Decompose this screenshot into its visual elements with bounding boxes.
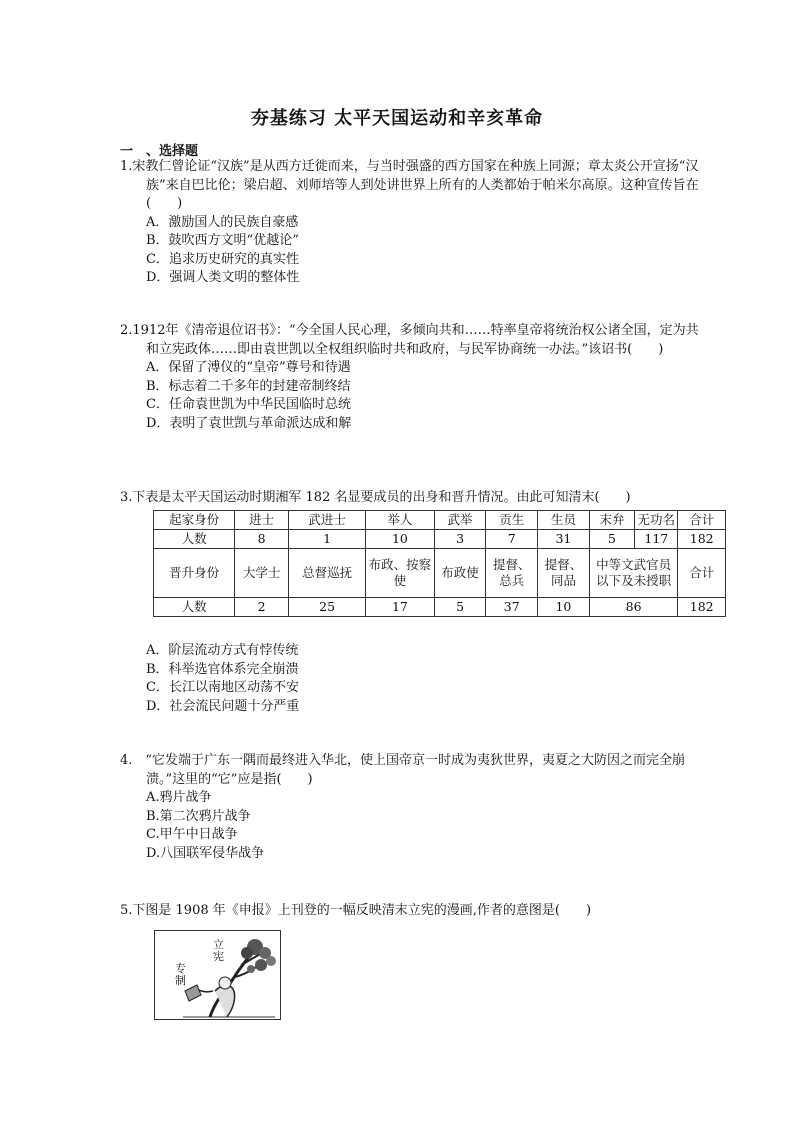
table-cell: 举人 — [366, 511, 435, 530]
question-stem: 1.宋教仁曾论证“汉族”是从西方迁徙而来，与当时强盛的西方国家在种族上同源；章太炎公开宣扬“汉族”来自巴比伦；梁启超、刘师培等人到处讲世界上所有的人类都始于帕米尔高原。这种宣传旨在( ) — [120, 159, 699, 211]
table-cell: 人数 — [154, 598, 235, 617]
question-3 — [120, 489, 710, 508]
option-b: B．科举选官体系完全崩溃 — [146, 661, 299, 677]
table-cell: 进士 — [235, 511, 289, 530]
table-cell: 31 — [538, 530, 590, 549]
question-1 — [120, 158, 710, 288]
table-cell: 2 — [235, 598, 289, 617]
question-4 — [120, 752, 710, 863]
option-b: B．鼓吹西方文明“优越论” — [146, 233, 299, 248]
table-cell: 10 — [366, 530, 435, 549]
table-cell: 合计 — [678, 511, 726, 530]
table-cell: 晋升身份 — [154, 549, 235, 598]
table-cell: 提督、同品 — [538, 549, 590, 598]
table-row — [154, 549, 726, 598]
table-cell: 武进士 — [289, 511, 366, 530]
option-d: D．社会流民问题十分严重 — [146, 698, 300, 714]
option-d: D．表明了袁世凯与革命派达成和解 — [146, 415, 352, 431]
table-cell: 25 — [289, 598, 366, 617]
data-table — [153, 510, 726, 617]
table-cell: 提督、总兵 — [486, 549, 538, 598]
question-3-options — [120, 642, 710, 716]
table-cell: 37 — [486, 598, 538, 617]
option-c: C.甲午中日战争 — [146, 827, 238, 842]
table-cell: 117 — [635, 530, 678, 549]
table-row — [154, 530, 726, 549]
question-stem: 5.下图是 1908 年《申报》上刊登的一幅反映清末立宪的漫画,作者的意图是( ) — [120, 903, 592, 918]
table-row — [154, 511, 726, 530]
option-c: C．长江以南地区动荡不安 — [146, 680, 299, 695]
option-a: A．阶层流动方式有悖传统 — [146, 643, 299, 658]
table-cell: 武举 — [434, 511, 486, 530]
option-c: C．任命袁世凯为中华民国临时总统 — [146, 397, 351, 412]
option-b: B．标志着二千多年的封建帝制终结 — [146, 378, 351, 394]
cartoon-image — [154, 930, 281, 1020]
table-cell: 无功名 — [635, 511, 678, 530]
cartoon-label-top: 立宪 — [213, 938, 224, 963]
question-stem: 4. “它发端于广东一隅而最终进入华北，使上国帝京一时成为夷狄世界，夷夏之大防因之而完全崩溃。”这里的“它”应是指( ) — [120, 753, 686, 787]
option-a: A．激励国人的民族自豪感 — [146, 214, 299, 230]
page-title: 夯基练习 太平天国运动和辛亥革命 — [250, 108, 544, 129]
option-b: B.第二次鸦片战争 — [146, 808, 251, 824]
table-cell: 5 — [434, 598, 486, 617]
table-cell: 布政使 — [434, 549, 486, 598]
table-cell: 1 — [289, 530, 366, 549]
table-cell: 3 — [434, 530, 486, 549]
table-cell: 10 — [538, 598, 590, 617]
table-cell: 末弁 — [589, 511, 634, 530]
table-cell: 起家身份 — [154, 511, 235, 530]
table-cell: 182 — [678, 598, 726, 617]
question-stem: 3.下表是太平天国运动时期湘军 182 名显要成员的出身和晋升情况。由此可知清末( ) — [120, 490, 631, 505]
table-cell: 8 — [235, 530, 289, 549]
table-cell: 布政、按察使 — [366, 549, 435, 598]
option-d: D．强调人类文明的整体性 — [146, 270, 300, 285]
cartoon-label-bottom: 专制 — [175, 962, 186, 987]
table-cell: 182 — [678, 530, 726, 549]
option-a: A．保留了溥仪的“皇帝”尊号和待遇 — [146, 360, 351, 375]
table-cell: 中等文武官员以下及未授职 — [589, 549, 678, 598]
table-cell: 生员 — [538, 511, 590, 530]
section-heading: 一 、选择题 — [120, 144, 199, 159]
table-cell: 大学士 — [235, 549, 289, 598]
table-row — [154, 598, 726, 617]
option-a: A.鸦片战争 — [146, 790, 212, 805]
option-d: D.八国联军侵华战争 — [146, 845, 265, 861]
table-cell: 合计 — [678, 549, 726, 598]
question-2 — [120, 322, 710, 433]
question-stem: 2.1912年《清帝退位诏书》：“今全国人民心理，多倾向共和……特率皇帝将统治权公诸全国，定为共和立宪政体……即由袁世凯以全权组织临时共和政府，与民军协商统一办法。”该诏书( ) — [120, 323, 699, 357]
table-cell: 人数 — [154, 530, 235, 549]
question-5 — [120, 902, 710, 921]
table-cell: 5 — [589, 530, 634, 549]
option-c: C．追求历史研究的真实性 — [146, 251, 299, 267]
table-cell: 总督巡抚 — [289, 549, 366, 598]
table-cell: 贡生 — [486, 511, 538, 530]
table-cell: 86 — [589, 598, 678, 617]
table-cell: 17 — [366, 598, 435, 617]
table-cell: 7 — [486, 530, 538, 549]
